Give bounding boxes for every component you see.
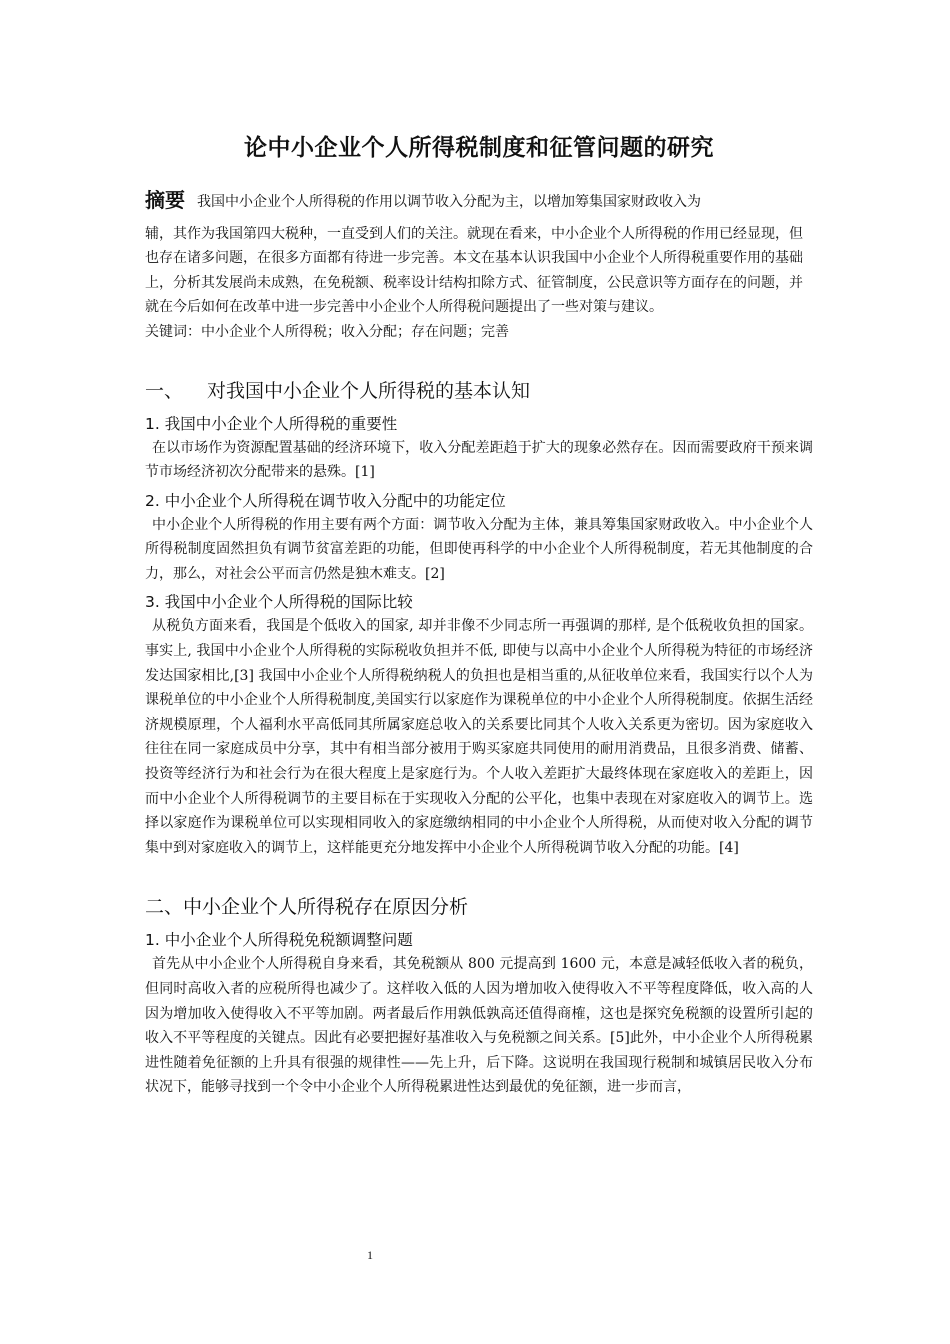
section-2-title: 中小企业个人所得税存在原因分析 <box>183 896 469 919</box>
page-content <box>145 128 813 1100</box>
page-number: 1 <box>367 1248 373 1262</box>
abstract-text: 辅，其作为我国第四大税种，一直受到人们的关注。就现在看来，中小企业个人所得税的作用已经显现，但也存在诸多问题，在很多方面都有待进一步完善。本文在基本认识我国中小企业个人所得税重要作用的基础上，分析其发展尚未成熟，在免税额、税率设计结构扣除方式、征管制度，公民意识等方面存在的问题，并就在今后如何在改革中进一步完善中小企业个人所得税问题提出了一些对策与建议。 <box>145 225 803 315</box>
section-2-number: 二、 <box>145 896 184 919</box>
section-1-title: 对我国中小企业个人所得税的基本认知 <box>207 379 531 402</box>
subsection-1-1-text: 在以市场作为资源配置基础的经济环境下，收入分配差距趋于扩大的现象必然存在。因而需要政府干预来调节市场经济初次分配带来的悬殊。[1] <box>145 439 813 481</box>
abstract-label: 摘要 <box>145 188 185 212</box>
abstract-first-text: 我国中小企业个人所得税的作用以调节收入分配为主，以增加筹集国家财政收入为 <box>197 194 701 210</box>
abstract <box>145 188 813 320</box>
section-2-heading <box>145 892 813 922</box>
subsection-1-1-heading: 1. 我国中小企业个人所得税的重要性 <box>145 414 398 433</box>
subsection-1-2-text: 中小企业个人所得税的作用主要有两个方面：调节收入分配为主体，兼具筹集国家财政收入。中小企业个人所得税制度固然担负有调节贫富差距的功能，但即使再科学的中小企业个人所得税制度，若无其他制度的合力，那么，对社会公平而言仍然是独木难支。[2] <box>145 516 813 582</box>
section-1-number: 一、 <box>145 379 184 402</box>
subsection-2-1-text: 首先从中小企业个人所得税自身来看，其免税额从 800 元提高到 1600 元，本意是减轻低收入者的税负，但同时高收入者的应税所得也减少了。这样收入低的人因为增加收入使得收入不平等程度降低，收入高的人因为增加收入使得收入不平等加剧。两者最后作用孰低孰高还值得商榷，这也是探究免税额的设置所引起的收入不平等程度的关键点。因此有必要把握好基准收入与免税额之间关系。[5]此外，中小企业个人所得税累进性随着免征额的上升具有很强的规律性——先上升，后下降。这说明在我国现行税制和城镇居民收入分布状况下，能够寻找到一个令中小企业个人所得税累进性达到最优的免征额，进一步而言， <box>145 956 813 1096</box>
keywords: 关键词：中小企业个人所得税；收入分配；存在问题；完善 <box>145 323 509 340</box>
subsection-1-2-heading: 2. 中小企业个人所得税在调节收入分配中的功能定位 <box>145 491 506 510</box>
document-title: 论中小企业个人所得税制度和征管问题的研究 <box>244 135 714 161</box>
subsection-1-3-heading: 3. 我国中小企业个人所得税的国际比较 <box>145 593 413 612</box>
section-1-heading <box>145 376 813 406</box>
abstract-first-line <box>145 188 813 215</box>
subsection-1-3-text: 从税负方面来看，我国是个低收入的国家, 却并非像不少同志所一再强调的那样, 是个低税收负担的国家。事实上, 我国中小企业个人所得税的实际税收负担并不低, 即使与以高中小企业个人所得税为特征的市场经济发达国家相比,[3] 我国中小企业个人所得税纳税人的负担也是相当重的,从征收单位来看，我国实行以个人为课税单位的中小企业个人所得税制度,美国实行以家庭作为课税单位的中小企业个人所得税制度。依据生活经济规模原理，个人福利水平高低同其所属家庭总收入的关系要比同其个人收入关系更为密切。因为家庭收入往往在同一家庭成员中分享，其中有相当部分被用于购买家庭共同使用的耐用消费品，且很多消费、储蓄、投资等经济行为和社会行为在很大程度上是家庭行为。个人收入差距扩大最终体现在家庭收入的差距上，因而中小企业个人所得税调节的主要目标在于实现收入分配的公平化，也集中表现在对家庭收入的调节上。选择以家庭作为课税单位可以实现相同收入的家庭缴纳相同的中小企业个人所得税，从而使对收入分配的调节集中到对家庭收入的调节上，这样能更充分地发挥中小企业个人所得税调节收入分配的功能。[4] <box>145 618 813 856</box>
subsection-2-1-heading: 1. 中小企业个人所得税免税额调整问题 <box>145 931 413 950</box>
